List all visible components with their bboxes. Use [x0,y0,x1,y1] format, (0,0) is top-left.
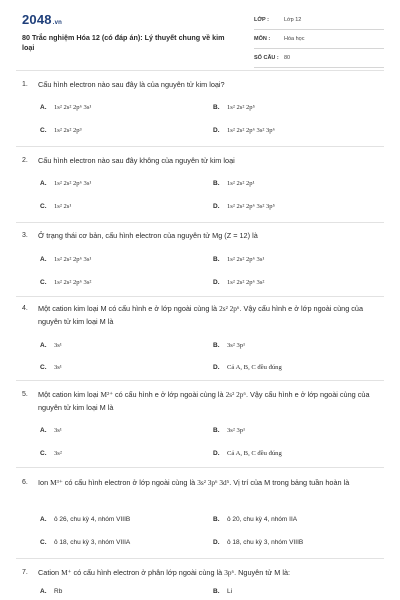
option-text: 1s² 2s² 2p⁶ 3s¹ [54,104,92,111]
option-letter: A. [40,516,47,523]
option-letter: D. [213,364,220,371]
option-letter: B. [213,516,220,523]
option-a[interactable] [40,588,62,595]
question-text-part: Ion [38,478,51,487]
option-a[interactable] [40,342,62,349]
option-b[interactable] [213,427,245,434]
option-text: 1s² 2s² 2p⁵ [227,104,255,111]
option-text: Cả A, B, C đều đúng [227,364,282,371]
divider [16,70,384,71]
question-number: 6. [22,479,28,486]
option-a[interactable] [40,516,130,523]
option-letter: A. [40,588,47,595]
option-letter: A. [40,427,47,434]
question-number: 7. [22,569,28,576]
question-text-part: . Vậy cấu hình e ở lớp ngoài cùng của nguyên tử kim loại M là [38,390,370,412]
option-b[interactable] [213,256,264,263]
question-text-part: có cấu hình e ở lớp ngoài cùng là [112,390,226,399]
option-text: 1s² 2s¹ [54,203,72,210]
option-text: ô 20, chu kỳ 4, nhóm IIA [227,516,298,523]
meta-row-grade [254,14,384,30]
option-letter: C. [40,203,47,210]
option-b[interactable] [213,342,245,349]
option-text: ô 18, chu kỳ 3, nhóm VIIIB [227,539,304,546]
option-text: 1s² 2s² 2p⁶ 3s² [227,279,265,286]
option-b[interactable] [213,516,297,523]
meta-label: LỚP : [254,17,269,23]
option-letter: A. [40,256,47,263]
option-d[interactable] [213,203,275,210]
logo-text: 2048 [22,12,52,27]
question-text-part: có cấu hình electron ở lớp ngoài cùng là [62,478,198,487]
option-letter: D. [213,279,220,286]
formula: M⁺ [61,568,72,577]
question-text [38,388,383,414]
divider [16,380,384,381]
option-letter: D. [213,203,220,210]
option-letter: C. [40,364,47,371]
option-text: 1s² 2s² 2p⁶ 3s² [54,279,92,286]
question-text-part: Cation [38,568,62,577]
quiz-meta [254,14,384,71]
option-c[interactable] [40,364,62,371]
option-text: ô 18, chu kỳ 3, nhóm VIIIA [54,539,131,546]
option-text: 3s¹ [54,427,62,434]
option-b[interactable] [213,104,255,111]
option-letter: B. [213,588,220,595]
question-text-part: . Vị trí của M trong bảng tuần hoàn là [229,478,350,487]
option-text: 1s² 2s² 2p³ [54,127,82,134]
option-letter: B. [213,256,220,263]
option-text: 1s² 2s² 2p⁶ 3s² 3p⁵ [227,203,275,210]
option-text: 3s² 3p¹ [227,427,246,434]
question-text-part: . Vậy cấu hình e ở lớp ngoài cùng của nguyên tử kim loại M là [38,304,364,326]
page-header [0,0,400,62]
option-text: Li [227,588,233,595]
option-d[interactable] [213,127,275,134]
question-number: 3. [22,232,28,239]
option-text: 1s² 2s² 2p¹ [227,180,255,187]
meta-value: Hóa học [284,36,305,42]
meta-value: 80 [284,55,291,61]
option-d[interactable] [213,279,264,286]
option-c[interactable] [40,279,91,286]
formula: M²⁺ [100,390,113,399]
question-number: 1. [22,81,28,88]
option-b[interactable] [213,180,255,187]
question-text [38,302,383,328]
question-number: 5. [22,391,28,398]
question-text-part: có cấu hình electron ở phân lớp ngoài cùng là [71,568,225,577]
option-text: Rb [54,588,63,595]
option-letter: C. [40,279,47,286]
option-d[interactable] [213,539,303,546]
option-d[interactable] [213,364,282,371]
option-letter: B. [213,342,220,349]
option-text: Cả A, B, C đều đúng [227,450,282,457]
option-letter: D. [213,450,220,457]
option-text: 3s¹ [54,342,62,349]
option-a[interactable] [40,256,91,263]
question-number: 4. [22,305,28,312]
formula: M³⁺ [50,478,63,487]
logo-suffix: .vn [52,20,63,26]
meta-label: MÔN : [254,36,271,42]
question-text: Cấu hình electron nào sau đây là của nguyên tử kim loại? [38,80,225,89]
option-d[interactable] [213,450,282,457]
divider [16,146,384,147]
option-letter: A. [40,342,47,349]
divider [16,222,384,223]
option-text: 3s² [54,450,62,457]
question-text: Cấu hình electron nào sau đây không của nguyên tử kim loại [38,156,235,165]
option-letter: C. [40,450,47,457]
option-a[interactable] [40,104,91,111]
option-letter: C. [40,539,47,546]
meta-row-subject [254,33,384,49]
question-text-part: . Nguyên tử M là: [234,568,291,577]
question-text-part: Một cation kim loại M có cấu hình e ở lớp ngoài cùng là [38,304,220,313]
document-title: 80 Trắc nghiệm Hóa 12 (có đáp án): Lý thuyết chung về kim loại [22,33,225,52]
option-c[interactable] [40,539,130,546]
option-letter: B. [213,427,220,434]
option-text: ô 26, chu kỳ 4, nhóm VIIIB [54,516,131,523]
option-text: 1s² 2s² 2p⁶ 3s² 3p⁶ [227,127,275,134]
option-c[interactable] [40,450,62,457]
divider [16,558,384,559]
option-letter: C. [40,127,47,134]
question-text: Ở trạng thái cơ bản, cấu hình electron của nguyên tử Mg (Z = 12) là [38,231,258,240]
question-number: 2. [22,157,28,164]
option-c[interactable] [40,127,82,134]
option-a[interactable] [40,427,62,434]
option-text: 1s² 2s² 2p⁶ 3s¹ [227,256,265,263]
formula: 3s² 3p⁶ 3d⁵ [197,478,230,487]
option-letter: B. [213,180,220,187]
meta-row-count [254,52,384,68]
question-text-part: Một cation kim loại [38,390,101,399]
meta-value: Lớp 12 [284,17,302,23]
formula: 2s² 2p⁶ [219,304,240,313]
meta-label: SỐ CÂU : [254,55,279,61]
divider [16,467,384,468]
formula: 2s² 2p⁶ [225,390,246,399]
option-letter: D. [213,539,220,546]
divider [16,296,384,297]
option-text: 1s² 2s² 2p⁶ 3s¹ [54,180,92,187]
option-c[interactable] [40,203,71,210]
formula: 3p⁶ [224,568,235,577]
option-letter: B. [213,104,220,111]
option-text: 3s¹ [54,364,62,371]
question-text [38,566,383,579]
question-text [38,476,383,489]
option-a[interactable] [40,180,91,187]
option-letter: A. [40,180,47,187]
option-letter: D. [213,127,220,134]
option-b[interactable] [213,588,232,595]
option-letter: A. [40,104,47,111]
option-text: 1s² 2s² 2p⁶ 3s¹ [54,256,92,263]
site-logo[interactable] [22,12,62,27]
option-text: 3s² 3p¹ [227,342,246,349]
